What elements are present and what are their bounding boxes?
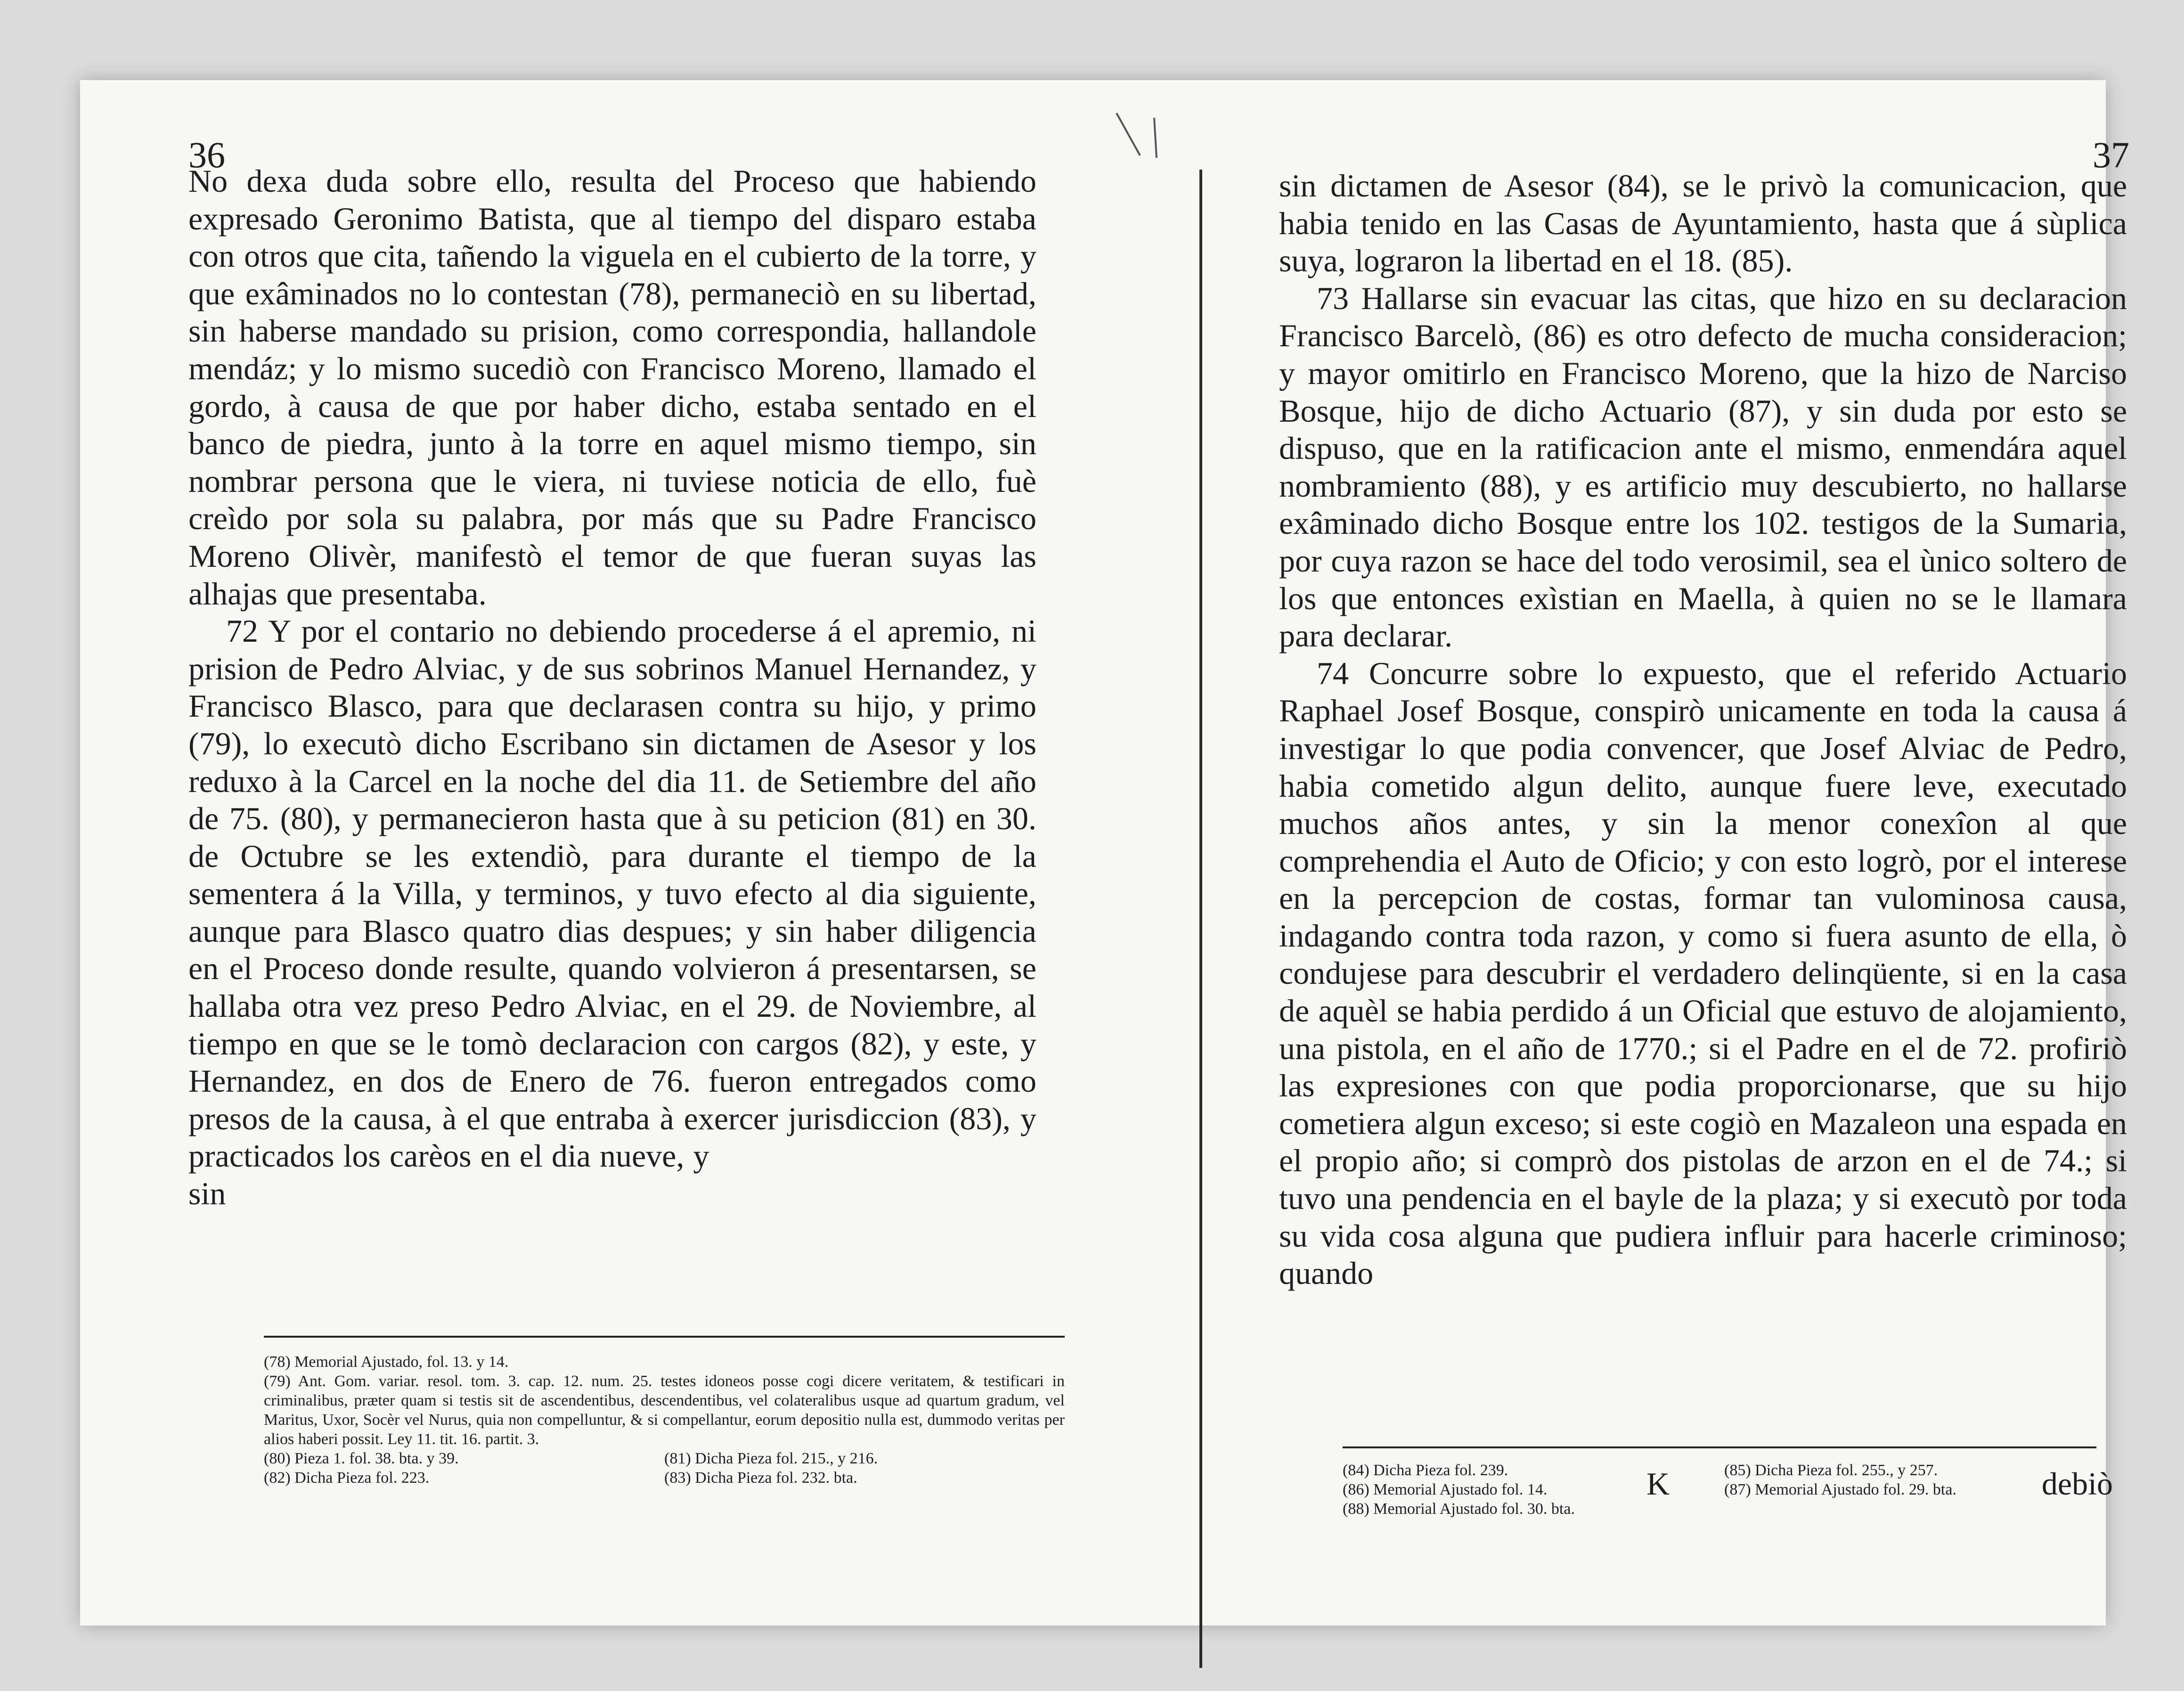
footnote-78: (78) Memorial Ajustado, fol. 13. y 14.	[264, 1353, 509, 1371]
page-number: 37	[2093, 134, 2129, 175]
footnote-divider	[1343, 1446, 2096, 1448]
paragraph-73: 73 Hallarse sin evacuar las citas, que hizo en su declaracion Francisco Barcelò, (86) es otro defecto de mucha consideracion; y mayor omitirlo en Francisco Moreno, que la hizo de Narciso Bosque, hijo de dicho Actuario (87), y sin duda por esto se dispuso, que en la ratificacion ante el mismo, enmendára aquel nombramiento (88), y es artificio muy descubierto, no hallarse exâminado dicho Bosque entre los 102. testigos de la Sumaria, por cuya razon se hace del todo verosimil, sea el ùnico soltero de los que entonces exìstian en Maella, à quien no se le llamara para declarar.	[1279, 280, 2127, 654]
footnote-row	[1343, 1480, 2106, 1499]
paragraph: No dexa duda sobre ello, resulta del Proceso que habiendo expresado Geronimo Batista, que al tiempo del disparo estaba con otros que cita, tañendo la viguela en el cubierto de la torre, y que exâminados no lo contestan (78), permaneciò en su libertad, sin haberse mandado su prision, como correspondia, hallandole mendáz; y lo mismo sucediò con Francisco Moreno, llamado el gordo, à causa de que por haber dicho, estaba sentado en el banco de piedra, junto à la torre en aquel mismo tiempo, sin nombrar persona que le viera, ni tuviese noticia de ello, fuè creìdo por sola su palabra, por más que su Padre Francisco Moreno Olivèr, manifestò el temor de que fueran suyas las alhajas que presentaba.	[188, 163, 1036, 612]
catchword: debiò	[2041, 1466, 2113, 1502]
paragraph: sin dictamen de Asesor (84), se le privò la comunicacion, que habia tenido en las Casas de Ayuntamiento, hasta que á sùplica suya, lograron la libertad en el 18. (85).	[1279, 168, 2127, 279]
footnote-84: (84) Dicha Pieza fol. 239.	[1343, 1462, 1508, 1479]
footnote-row	[264, 1468, 1065, 1487]
footnote-85: (85) Dicha Pieza fol. 255., y 257.	[1724, 1462, 1938, 1479]
footnotes	[264, 1352, 1065, 1487]
left-page	[188, 80, 1084, 1626]
footnote-86: (86) Memorial Ajustado fol. 14.	[1343, 1481, 1548, 1498]
book-gutter	[1199, 170, 1202, 1668]
footnote-88: (88) Memorial Ajustado fol. 30. bta.	[1343, 1500, 1575, 1518]
footnote-80: (80) Pieza 1. fol. 38. bta. y 39.	[264, 1450, 459, 1467]
paragraph-74: 74 Concurre sobre lo expuesto, que el referido Actuario Raphael Josef Bosque, conspirò unicamente en toda la causa á investigar lo que podia convencer, que Josef Alviac de Pedro, habia cometido algun delito, aunque fuere leve, executado muchos años antes, y sin la menor conexîon al que comprehendia el Auto de Oficio; y con esto logrò, por el interese en la percepcion de costas, formar tan vulominosa causa, indagando contra toda razon, y como si fuera asunto de ella, ò condujese para descubrir el verdadero delinqüente, si en la casa de aquèl se habia perdido á un Oficial que estuvo de alojamiento, una pistola, en el año de 1770.; si el Padre en el de 72. profiriò las expresiones con que podia proporcionarse, que su hijo cometiera algun exceso; si este cogiò en Mazaleon una espada en el propio año; si comprò dos pistolas de arzon en el de 74.; si tuvo una pendencia en el bayle de la plaza; y si executò por toda su vida cosa alguna que pudiera influir para hacerle criminoso; quando	[1279, 655, 2127, 1291]
gutter-stain-mark	[1098, 108, 1192, 160]
footnote-row	[1343, 1461, 2106, 1480]
footnotes	[1343, 1461, 2106, 1519]
footnote-row	[264, 1449, 1065, 1468]
body-text	[1279, 167, 2127, 1292]
paragraph-72: 72 Y por el contario no debiendo procederse á el apremio, ni prision de Pedro Alviac, y de sus sobrinos Manuel Hernandez, y Francisco Blasco, para que declarasen contra su hijo, y primo (79), lo executò dicho Escribano sin dictamen de Asesor y los reduxo à la Carcel en la noche del dia 11. de Setiembre del año de 75. (80), y permanecieron hasta que à su peticion (81) en 30. de Octubre se les extendiò, para durante el tiempo de la sementera á la Villa, y terminos, y tuvo efecto al dia siguiente, aunque para Blasco quatro dias despues; y sin haber diligencia en el Proceso donde resulte, quando volvieron á presentarsen, se hallaba otra vez preso Pedro Alviac, en el 29. de Noviembre, al tiempo en que se le tomò declaracion con cargos (82), y este, y Hernandez, en dos de Enero de 76. fueron entregados como presos de la causa, à el que entraba à exercer jurisdiccion (83), y practicados los carèos en el dia nueve, y	[188, 613, 1036, 1174]
book-spread	[80, 80, 2129, 1626]
page-number: 36	[188, 134, 225, 175]
footnote-81: (81) Dicha Pieza fol. 215., y 216.	[664, 1450, 878, 1467]
footnote-divider	[264, 1336, 1065, 1338]
footnote-82: (82) Dicha Pieza fol. 223.	[264, 1469, 430, 1487]
signature-mark: K	[1646, 1466, 1670, 1502]
catchword: sin	[188, 1176, 226, 1212]
body-text	[188, 163, 1036, 1213]
footnote-87: (87) Memorial Ajustado fol. 29. bta.	[1724, 1481, 1956, 1498]
footnote-79: (79) Ant. Gom. variar. resol. tom. 3. cap. 12. num. 25. testes idoneos posse cogi dicere veritatem, & testificari in criminalibus, præter quam si testis sit de ascendentibus, descendentibus, vel colateralibus usque ad quartum gradum, vel Maritus, Uxor, Socèr vel Nurus, quia non compelluntur, & si compellantur, eorum depositio nulla est, dummodo veritas per alios haberi possit. Ley 11. tit. 16. partit. 3.	[264, 1372, 1065, 1448]
right-page	[1239, 80, 2134, 1626]
footnote-83: (83) Dicha Pieza fol. 232. bta.	[664, 1469, 857, 1487]
